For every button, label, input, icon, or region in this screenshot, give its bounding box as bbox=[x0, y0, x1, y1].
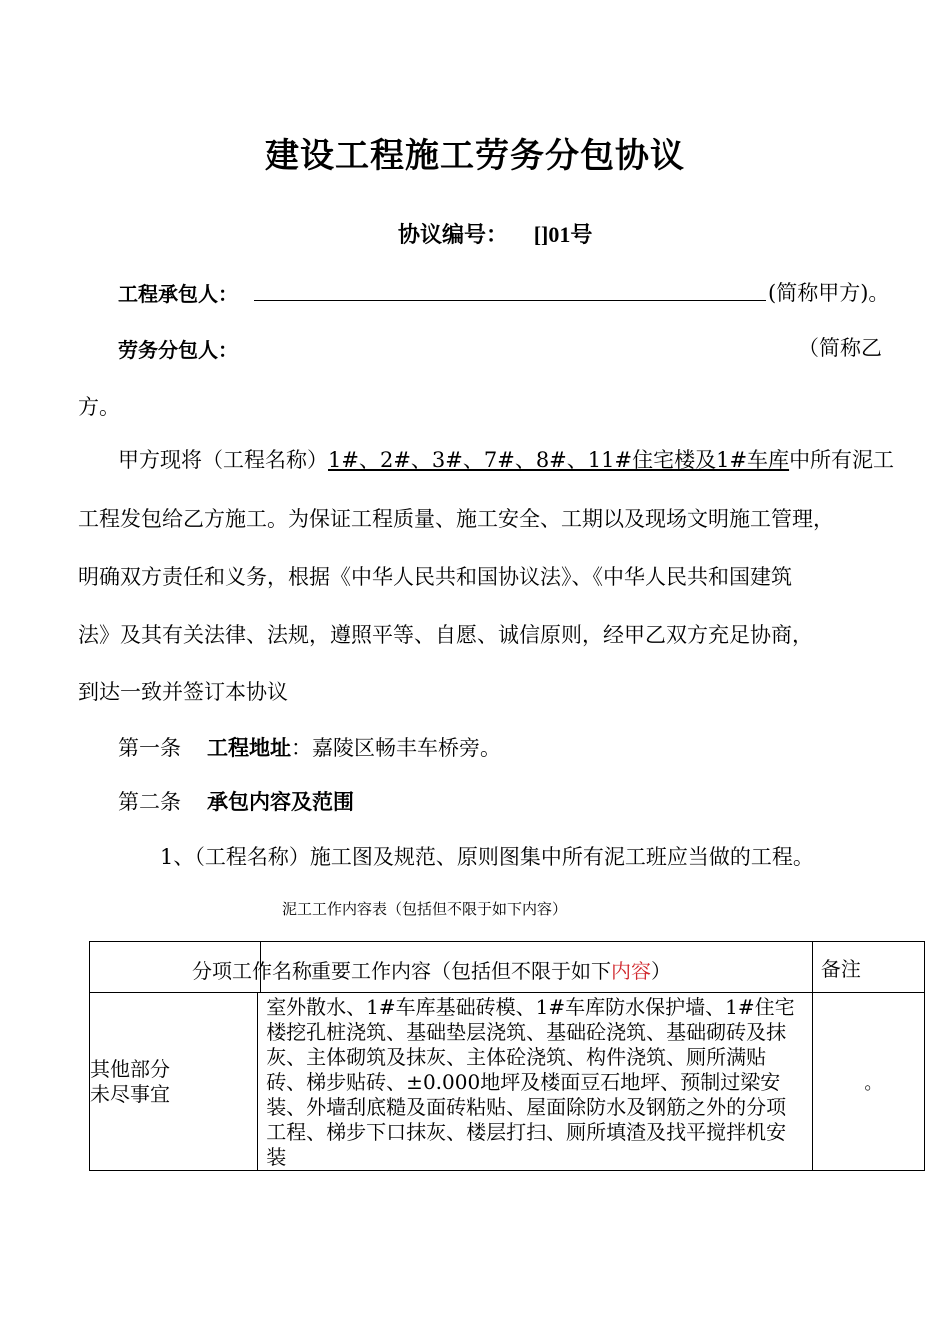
intro-lead: 甲方现将（工程名称） bbox=[118, 448, 328, 472]
article-2 bbox=[118, 786, 354, 816]
contractor-suffix: (简称甲方)。 bbox=[768, 281, 890, 305]
page-title: 建设工程施工劳务分包协议 bbox=[265, 136, 685, 176]
article-1-heading: 工程地址 bbox=[207, 736, 291, 760]
row-category bbox=[90, 993, 258, 1171]
agreement-number bbox=[398, 218, 592, 249]
article-1-number: 第一条 bbox=[118, 736, 181, 760]
intro-line-5: 到达一致并签订本协议 bbox=[78, 680, 288, 704]
subcontractor-suffix-wrap: 方。 bbox=[78, 395, 120, 419]
scope-item-1: 1、（工程名称）施工图及规范、原则图集中所有泥工班应当做的工程。 bbox=[160, 845, 814, 869]
subcontractor-label: 劳务分包人： bbox=[118, 338, 238, 362]
article-2-number: 第二条 bbox=[118, 790, 181, 814]
contractor-label: 工程承包人： bbox=[118, 282, 238, 306]
row-content-cell bbox=[258, 993, 813, 1171]
work-content-table bbox=[89, 941, 925, 1171]
project-name: 1#、2#、3#、7#、8#、11#住宅楼及1#车库 bbox=[328, 448, 790, 472]
agreement-number-label: 协议编号： bbox=[398, 222, 509, 248]
header-item-name: 分项工作名称 bbox=[192, 959, 312, 983]
intro-line-2: 工程发包给乙方施工。为保证工程质量、施工安全、工期以及现场文明施工管理， bbox=[78, 507, 834, 531]
table-header-row bbox=[90, 942, 925, 993]
intro-line-1 bbox=[118, 444, 894, 474]
header-work-content-text: 重要工作内容（包括但不限于如下 bbox=[311, 959, 611, 983]
contractor-field[interactable] bbox=[254, 300, 766, 301]
header-divider bbox=[260, 942, 261, 992]
row-category-line-1: 其他部分 bbox=[90, 1056, 170, 1081]
row-category-line-2: 未尽事宜 bbox=[90, 1081, 170, 1106]
header-work-content-red: 内容 bbox=[611, 959, 651, 983]
subcontractor-suffix: （简称乙 bbox=[798, 336, 882, 360]
intro-rest: 中所有泥工 bbox=[789, 448, 895, 472]
header-work-content bbox=[311, 955, 671, 984]
row-content: 室外散水、1#车库基础砖模、1#车库防水保护墙、1#住宅楼挖孔桩浇筑、基础垫层浇筑、基础砼浇筑、基础砌砖及抹灰、主体砌筑及抹灰、主体砼浇筑、构件浇筑、厕所满贴砖、梯步贴砖、±0.000地坪及楼面豆石地坪、预制过梁安装、外墙刮底糙及面砖粘贴、屋面除防水及钢筋之外的分项工程、梯步下口抹灰、楼层打扫、厕所填渣及找平搅拌机安装 bbox=[266, 995, 795, 1169]
header-remark: 备注 bbox=[812, 942, 924, 993]
intro-line-4: 法》及其有关法律、法规，遵照平等、自愿、诚信原则，经甲乙双方充足协商， bbox=[78, 623, 813, 647]
article-1-text: ：嘉陵区畅丰车桥旁。 bbox=[291, 736, 501, 760]
table-caption: 泥工工作内容表（包括但不限于如下内容） bbox=[282, 900, 568, 918]
header-cell-main bbox=[90, 942, 813, 993]
agreement-number-value: []01号 bbox=[533, 222, 593, 247]
header-work-content-end: ） bbox=[651, 959, 671, 983]
row-remark: 。 bbox=[812, 993, 924, 1171]
article-1 bbox=[118, 732, 501, 762]
article-2-heading: 承包内容及范围 bbox=[207, 790, 354, 814]
table-row bbox=[90, 993, 925, 1171]
intro-line-3: 明确双方责任和义务，根据《中华人民共和国协议法》、《中华人民共和国建筑 bbox=[78, 565, 792, 589]
